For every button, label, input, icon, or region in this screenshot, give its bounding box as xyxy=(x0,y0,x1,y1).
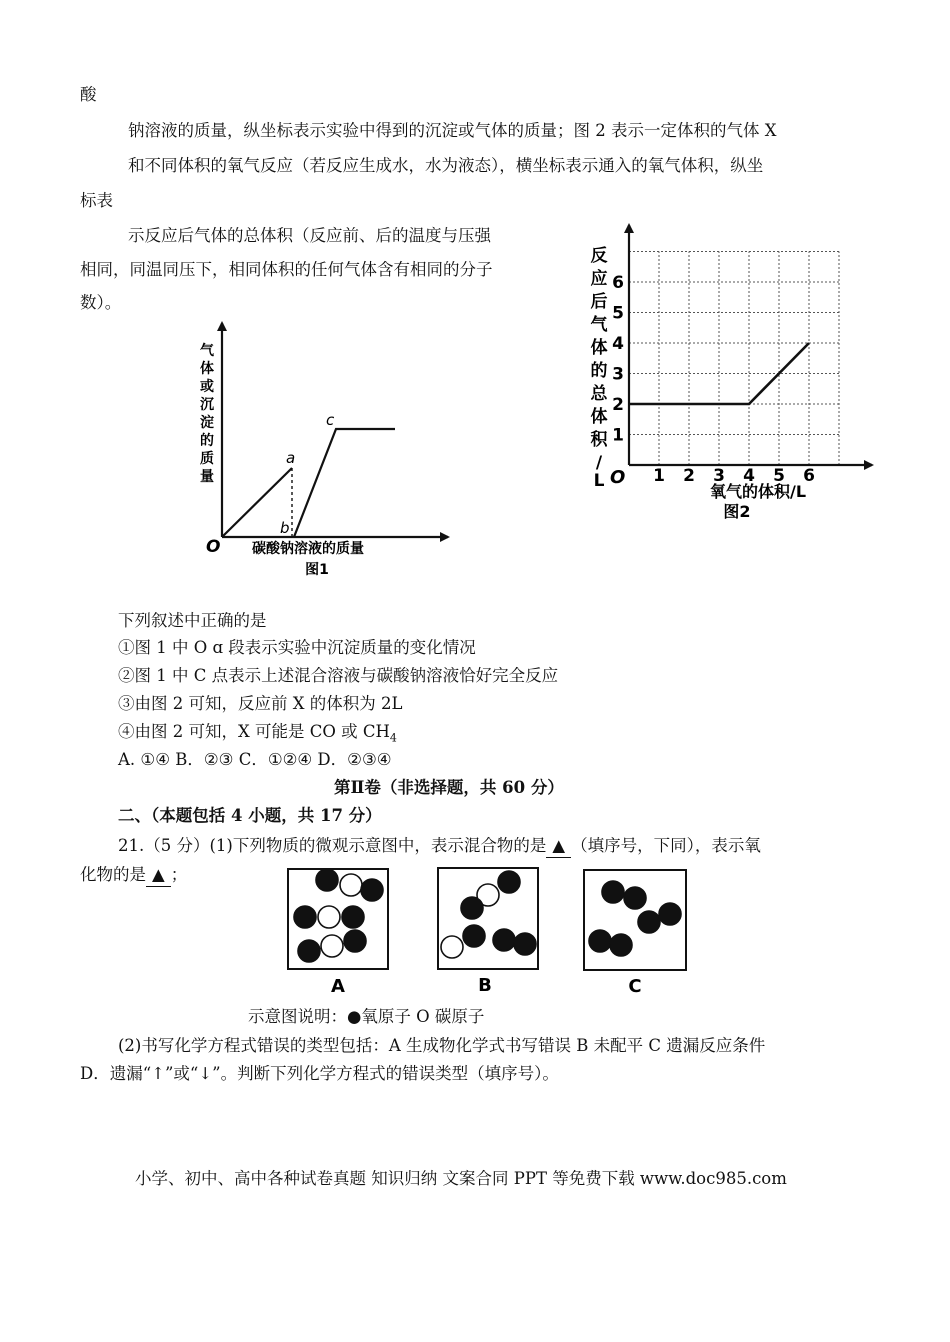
question-stem: 下列叙述中正确的是 xyxy=(118,611,267,630)
figure-2-ylabel-char: 体 xyxy=(590,407,608,427)
figure-2-chart xyxy=(580,215,880,530)
diagram-legend: 示意图说明：●氧原子 O 碳原子 xyxy=(248,1007,485,1026)
figure-2-x-tick-label: 4 xyxy=(743,466,755,486)
q21-text-a: 21.（5 分）(1)下列物质的微观示意图中，表示混合物的是 xyxy=(118,836,547,855)
figure-2-ylabel-char: 反 xyxy=(590,246,608,266)
intro-line-7: 数）。 xyxy=(80,293,122,312)
figure-1-ylabel-char: 淀 xyxy=(200,415,214,431)
oxygen-atom xyxy=(342,906,364,928)
oxygen-atom xyxy=(344,930,366,952)
figure-2-ylabel-char: L xyxy=(593,471,605,491)
figure-2-y-tick-label: 6 xyxy=(612,273,624,293)
option-4-subscript: 4 xyxy=(389,731,397,745)
q21-part2-line-1: (2)书写化学方程式错误的类型包括：A 生成物化学式书写错误 B 未配平 C 遗漏反应条件 xyxy=(118,1036,766,1055)
figure-2-x-tick-label: 3 xyxy=(713,466,725,486)
figure-2-y-tick-label: 5 xyxy=(612,303,624,324)
figure-2-ylabel-char: 体 xyxy=(590,338,608,358)
oxygen-atom xyxy=(493,929,515,951)
figure-2-y-tick-label: 1 xyxy=(612,425,624,446)
oxygen-atom xyxy=(463,925,485,947)
box-b-label: B xyxy=(478,975,492,996)
intro-line-1: 酸 xyxy=(80,85,97,104)
figure-2-grid xyxy=(629,252,839,466)
oxygen-atom xyxy=(589,930,611,952)
q21-line-1 xyxy=(118,835,761,858)
figure-2-y-tick-label: 2 xyxy=(612,395,624,415)
carbon-atom xyxy=(340,874,362,896)
figure-2-ylabel-char: 后 xyxy=(590,292,608,312)
section-2-heading: 二、（本题包括 4 小题，共 17 分） xyxy=(118,806,382,825)
figure-2-caption: 图2 xyxy=(723,502,751,521)
oxygen-atom xyxy=(514,933,536,955)
section-2-title: 第Ⅱ卷（非选择题，共 60 分） xyxy=(334,778,564,797)
figure-2-ylabel-char: 应 xyxy=(590,269,608,289)
figure-1-origin: O xyxy=(206,537,221,557)
figure-2-x-tick-label: 2 xyxy=(683,466,695,486)
box-a-label: A xyxy=(331,976,345,997)
q21-part2-line-2: D．遗漏“↑”或“↓”。判断下列化学方程式的错误类型（填序号）。 xyxy=(80,1064,559,1083)
option-1: ①图 1 中 O ɑ 段表示实验中沉淀质量的变化情况 xyxy=(118,638,476,657)
figure-1-ylabel-char: 质 xyxy=(200,451,214,467)
intro-line-3: 和不同体积的氧气反应（若反应生成水，水为液态），横坐标表示通入的氧气体积，纵坐 xyxy=(128,156,764,175)
oxygen-atom xyxy=(624,887,646,909)
q21-text-b: （填序号，下同），表示氧 xyxy=(571,836,761,855)
option-3: ③由图 2 可知，反应前 X 的体积为 2L xyxy=(118,694,403,713)
figure-1-point-a: a xyxy=(286,449,296,467)
figure-1-point-c: c xyxy=(326,411,335,429)
figure-1-precipitate-line xyxy=(294,429,395,537)
carbon-atom xyxy=(321,935,343,957)
intro-line-2: 钠溶液的质量，纵坐标表示实验中得到的沉淀或气体的质量；图 2 表示一定体积的气体 X xyxy=(128,121,777,140)
oxygen-atom xyxy=(638,911,660,933)
oxygen-atom xyxy=(659,903,681,925)
figure-2-ylabel-char: 积 xyxy=(590,430,608,450)
figure-2-ylabel-char: / xyxy=(595,453,603,473)
intro-line-4: 标表 xyxy=(80,191,113,210)
oxygen-atom xyxy=(461,897,483,919)
figure-2-origin: O xyxy=(610,467,626,488)
oxygen-atom xyxy=(361,879,383,901)
option-4-text: ④由图 2 可知，X 可能是 CO 或 CH xyxy=(118,722,390,741)
figure-1 xyxy=(190,315,460,600)
carbon-atom xyxy=(441,936,463,958)
figure-1-point-b: b xyxy=(280,519,290,537)
answer-choices: A. ①④ B．②③ C．①②④ D．②③④ xyxy=(118,750,392,769)
figure-2-ylabel-char: 总 xyxy=(590,384,608,404)
figure-2-y-tick-label: 3 xyxy=(612,364,624,385)
figure-2-x-tick-label: 1 xyxy=(653,466,665,486)
q21-text-c: 化物的是 xyxy=(80,865,146,884)
figure-2-ylabel xyxy=(591,246,609,491)
q21-text-d: ； xyxy=(170,865,188,884)
oxygen-atom xyxy=(298,940,320,962)
figure-1-ylabel-char: 沉 xyxy=(200,397,214,413)
figure-1-ylabel-char: 量 xyxy=(200,469,214,485)
intro-line-5: 示反应后气体的总体积（反应前、后的温度与压强 xyxy=(128,226,491,245)
figure-1-ylabel-char: 的 xyxy=(200,433,214,449)
oxygen-atom xyxy=(294,906,316,928)
footer: 小学、初中、高中各种试卷真题 知识归纳 文案合同 PPT 等免费下载 www.doc985.com xyxy=(135,1169,787,1188)
carbon-atom xyxy=(318,906,340,928)
oxygen-atom xyxy=(602,881,624,903)
answer-blank-oxide[interactable]: ▲ xyxy=(146,864,171,887)
figure-1-ylabel-char: 体 xyxy=(200,361,214,377)
figure-2-xlabel: 氧气的体积/L xyxy=(710,482,807,501)
option-2: ②图 1 中 C 点表示上述混合溶液与碳酸钠溶液恰好完全反应 xyxy=(118,666,559,685)
oxygen-atom xyxy=(316,869,338,891)
figure-1-caption: 图1 xyxy=(305,562,329,578)
figure-2-ylabel-char: 气 xyxy=(590,315,608,335)
figure-1-xlabel: 碳酸钠溶液的质量 xyxy=(252,541,364,557)
answer-blank-mixture[interactable]: ▲ xyxy=(546,835,571,858)
box-c-label: C xyxy=(628,976,642,997)
oxygen-atom xyxy=(610,934,632,956)
intro-line-6: 相同，同温同压下，相同体积的任何气体含有相同的分子 xyxy=(80,260,493,279)
figure-2-x-tick-label: 5 xyxy=(773,466,785,486)
figure-2-x-tick-label: 6 xyxy=(803,466,815,486)
q21-line-2 xyxy=(80,864,187,887)
figure-1-ylabel-char: 或 xyxy=(200,379,214,395)
molecule-diagrams xyxy=(280,862,700,997)
oxygen-atom xyxy=(498,871,520,893)
figure-2-ylabel-char: 的 xyxy=(590,361,608,381)
option-4 xyxy=(118,721,397,749)
figure-1-ylabel-char: 气 xyxy=(200,343,214,359)
figure-2-y-tick-label: 4 xyxy=(612,334,624,354)
